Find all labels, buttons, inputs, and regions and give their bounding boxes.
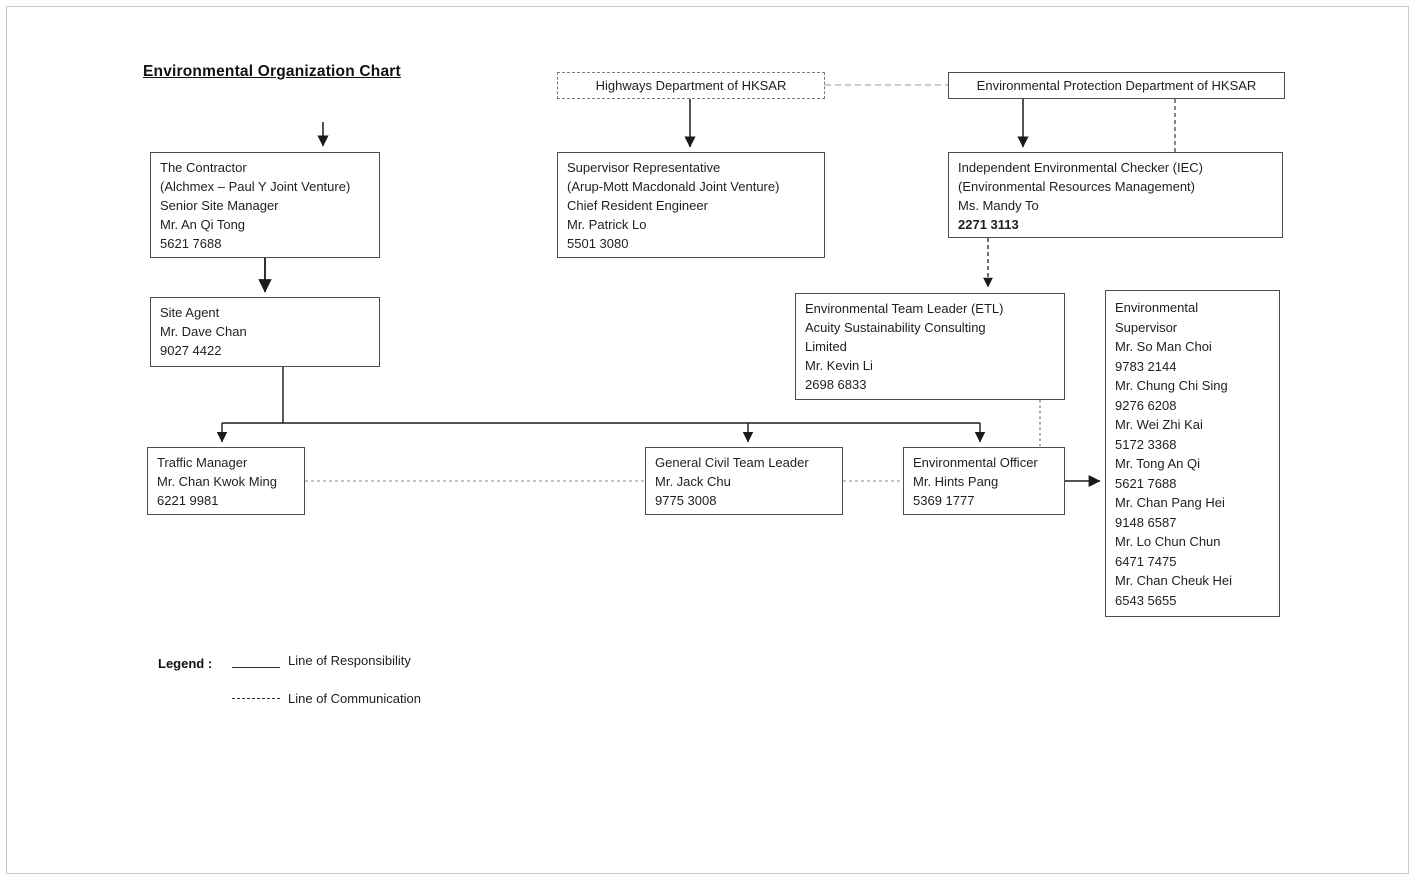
box-site-agent xyxy=(150,297,380,367)
box-text-line: Mr. Chan Kwok Ming xyxy=(157,474,277,489)
legend-communication-row xyxy=(232,691,421,706)
box-text-line: Mr. Lo Chun Chun xyxy=(1115,534,1221,549)
box-text-line: The Contractor xyxy=(160,160,247,175)
box-text-line: Ms. Mandy To xyxy=(958,198,1039,213)
box-text-line: Mr. Hints Pang xyxy=(913,474,999,489)
box-text-line: Mr. So Man Choi xyxy=(1115,339,1212,354)
box-text-line: Independent Environmental Checker (IEC) xyxy=(958,160,1203,175)
box-text-line: Environmental Team Leader (ETL) xyxy=(805,301,1004,316)
box-text-line: Mr. Chung Chi Sing xyxy=(1115,378,1228,393)
box-text-line: Mr. Dave Chan xyxy=(160,324,247,339)
box-text-line: (Environmental Resources Management) xyxy=(958,179,1195,194)
page-title: Environmental Organization Chart xyxy=(143,63,401,80)
box-text-line: Site Agent xyxy=(160,305,220,320)
legend-communication-label: Line of Communication xyxy=(288,691,421,706)
box-text-line: Mr. Tong An Qi xyxy=(1115,456,1201,471)
iec-phone-bold: 2271 3113 xyxy=(958,217,1019,232)
box-text-line: 5369 1777 xyxy=(913,493,975,508)
box-text-line: Senior Site Manager xyxy=(160,198,279,213)
box-text-line: (Alchmex – Paul Y Joint Venture) xyxy=(160,179,351,194)
box-text-line: Mr. Jack Chu xyxy=(655,474,731,489)
box-text-line: Supervisor xyxy=(1115,319,1178,335)
box-environmental-protection-department xyxy=(948,72,1285,99)
box-text-line: Mr. Kevin Li xyxy=(805,358,873,373)
box-text-line: Traffic Manager xyxy=(157,455,248,470)
box-text-line: Mr. Wei Zhi Kai xyxy=(1115,417,1203,432)
box-text-line: Environmental xyxy=(1115,300,1199,315)
box-text-line: 2698 6833 xyxy=(805,377,867,392)
box-text-line: 9775 3008 xyxy=(655,493,717,508)
box-text-line: 6471 7475 xyxy=(1115,553,1177,569)
box-traffic-manager xyxy=(147,447,305,515)
box-text-line: Limited xyxy=(805,339,847,354)
box-text-line: Mr. Chan Cheuk Hei xyxy=(1115,573,1233,588)
box-supervisor-representative xyxy=(557,152,825,258)
box-text-line: Environmental Protection Department of HKSAR xyxy=(976,78,1257,93)
legend-title: Legend : xyxy=(158,656,213,671)
box-text-line: Mr. Patrick Lo xyxy=(567,217,647,232)
box-text-line: 5621 7688 xyxy=(1115,475,1177,491)
box-text-lines xyxy=(958,158,1273,215)
solid-line-sample xyxy=(232,667,280,668)
box-independent-environmental-checker xyxy=(948,152,1283,238)
box-text-line: Mr. Chan Pang Hei xyxy=(1115,495,1225,510)
box-text-line: Supervisor Representative xyxy=(567,160,721,175)
box-general-civil-team-leader xyxy=(645,447,843,515)
box-environmental-supervisor xyxy=(1105,290,1280,617)
box-text-line: Chief Resident Engineer xyxy=(567,198,708,213)
box-highways-department xyxy=(557,72,825,99)
box-text-line: (Arup-Mott Macdonald Joint Venture) xyxy=(567,179,780,194)
legend-responsibility-row xyxy=(232,653,411,668)
box-text-line: 5172 3368 xyxy=(1115,436,1177,452)
box-text-line: Acuity Sustainability Consulting xyxy=(805,320,986,335)
box-text-line: 5501 3080 xyxy=(567,236,629,251)
box-text-line: 6221 9981 xyxy=(157,493,219,508)
box-text-line: Environmental Officer xyxy=(913,455,1038,470)
box-text-line: 6543 5655 xyxy=(1115,592,1177,608)
box-text-line: Highways Department of HKSAR xyxy=(595,78,787,93)
box-contractor xyxy=(150,152,380,258)
box-environmental-team-leader xyxy=(795,293,1065,400)
dashed-line-sample xyxy=(232,698,280,699)
box-text-line: General Civil Team Leader xyxy=(655,455,809,470)
box-text-line: 5621 7688 xyxy=(160,236,222,251)
box-environmental-officer xyxy=(903,447,1065,515)
box-text-line: 9148 6587 xyxy=(1115,514,1177,530)
box-text-line: 9276 6208 xyxy=(1115,397,1177,413)
box-text-line: Mr. An Qi Tong xyxy=(160,217,246,232)
box-text-line: 9027 4422 xyxy=(160,343,222,358)
legend-responsibility-label: Line of Responsibility xyxy=(288,653,411,668)
box-text-line: 9783 2144 xyxy=(1115,358,1177,374)
